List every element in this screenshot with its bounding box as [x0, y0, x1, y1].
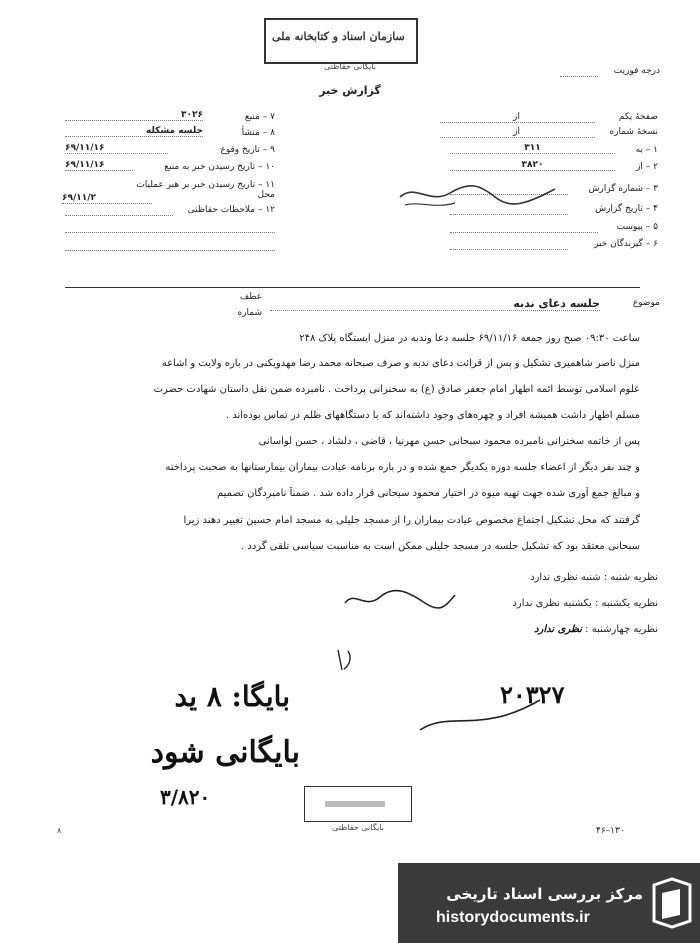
top-archive-stamp — [264, 18, 418, 64]
security-grade-line — [560, 76, 598, 77]
field-copy-line — [440, 137, 595, 138]
subject-value: جلسه دعای ندبه — [513, 297, 600, 310]
field-source-value: ۳۰۲۶ — [65, 110, 203, 121]
field-received-ops-label: ۱۱ – تاریخ رسیدن خبر بر هبر عملیات محل — [136, 180, 275, 200]
field-recipients-line — [450, 249, 568, 250]
handwritten-archive-value: ۸ ید — [174, 680, 222, 713]
initial-mark — [330, 645, 360, 675]
left-page-mark: ۸ — [57, 826, 62, 835]
footer-url: historydocuments.ir — [436, 909, 590, 926]
field-occurrence-date-value: ۶۹/۱۱/۱۶ — [65, 143, 168, 154]
opinion-2-label: نظریه یکشنبه — [601, 598, 658, 609]
opinion-2-value: یکشنبه نظری ندارد — [512, 598, 592, 609]
opinion-3: نظریه چهارشنبه : نظری ندارد — [534, 624, 658, 635]
field-page-line — [440, 122, 595, 123]
subject-label: موضوع — [632, 298, 660, 308]
field-blank-line-2 — [65, 250, 275, 251]
field-from-label: ۲ – از — [636, 162, 658, 172]
field-occurrence-date-label: ۹ – تاریخ وقوع — [220, 145, 275, 155]
field-page-of: از — [513, 112, 520, 122]
handwritten-archive-number — [110, 680, 290, 713]
top-stamp-text: سازمان اسناد و کتابخانه ملی — [272, 30, 405, 43]
field-to-value: ۳۱۱ — [450, 143, 615, 154]
field-security-notes-label: ۱۲ – ملاحظات حفاظتی — [187, 205, 275, 215]
field-received-source-label: ۱۰ – تاریخ رسیدن خبر به منبع — [164, 162, 275, 172]
footer-watermark-bar — [398, 863, 700, 943]
opinion-3-label: نظریه چهارشنبه — [591, 624, 658, 635]
opinion-2: نظریه یکشنبه : یکشنبه نظری ندارد — [512, 598, 658, 609]
page-code: ۴۶–۱۳۰ — [596, 826, 625, 836]
body-line-8: گرفتند که محل تشکیل اجتماع مخصوص عیادت بیماران را از مسجد جلیلی به مسجد امام حسین تغییر دهند زیرا — [183, 515, 640, 526]
body-line-2: منزل ناصر شاهمیری تشکیل و پس از قرائت دعای ندبه و صرف صبحانه محمد رضا مهدویکنی در باره ولایت و اشاعه — [161, 358, 640, 369]
subject-top-rule — [65, 287, 640, 288]
field-to-label: ۱ – به — [635, 145, 658, 155]
field-received-ops-value: ۶۹/۱۱/۲ — [62, 193, 152, 204]
footer-logo-icon — [650, 877, 694, 929]
field-attachment-line — [450, 232, 598, 233]
body-line-1: ساعت ۰۹:۳۰ صبح روز جمعه ۶۹/۱۱/۱۶ جلسه دعا وندبه در منزل ایستگاه پلاک ۲۴۸ — [299, 333, 640, 344]
field-security-notes-line — [65, 215, 173, 216]
subject-number-label: شماره — [237, 308, 262, 318]
field-recipients-label: ۶ – گیرندگان خبر — [593, 239, 658, 249]
security-grade-label: درجه فوریت — [613, 66, 660, 76]
handwritten-scribble — [395, 175, 565, 215]
bottom-stamp-inner — [325, 801, 385, 807]
body-line-6: و چند نفر دیگر از اعضاء جلسه دوره یکدیگر جمع شده و در باره برنامه عیادت بیماران بیمارستانها به صحبت پرداخته — [165, 462, 640, 473]
handwritten-archive-label: بایگا: — [231, 680, 290, 713]
field-source-label: ۷ – منبع — [244, 112, 275, 122]
subject-ref-label: عطف — [239, 292, 262, 302]
handwritten-archive-instruction: بایگانی شود — [150, 735, 300, 770]
field-origin-value: جلسه مشکله — [65, 126, 203, 137]
field-blank-line-1 — [65, 232, 275, 233]
body-line-3: علوم اسلامی توسط ائمه اطهار امام جعفر صادق (ع) به سخنرانی پرداخت . نامبرده ضمن نقل داستان شهادت حضرت — [153, 384, 640, 395]
field-report-number-label: ۳ – شماره گزارش — [588, 184, 658, 194]
opinion-1-value: شنبه نظری ندارد — [530, 572, 601, 583]
handwritten-archive-code: ۳/۸۲۰ — [160, 785, 211, 809]
field-copy-of: از — [513, 127, 520, 137]
body-line-4: مسلم اظهار داشت همیشه افراد و چهره‌های وجود داشته‌اند که با دستگاههای ظلم در تماس بوده‌اند . — [225, 410, 640, 421]
opinion-1: نظریه شنبه : شنبه نظری ندارد — [530, 572, 658, 583]
subject-line — [270, 310, 600, 311]
signature-scribble-1 — [340, 585, 460, 615]
body-line-7: و مبالغ جمع آوری شده جهت تهیه میوه در اختیار محمود سبحانی قرار داده شد . ضمناً نامبردگان تصمیم — [216, 488, 640, 499]
footer-org: مرکز بررسی اسناد تاریخی — [446, 885, 643, 903]
field-attachment-label: ۵ – پیوست — [616, 222, 658, 232]
handwritten-underline — [410, 690, 550, 740]
body-line-5: پس از خاتمه سخنرانی نامبرده محمود سبحانی حسن مهرنیا ، قاضی ، دلشاد ، حسن لواسانی — [258, 436, 640, 447]
field-received-source-value: ۶۹/۱۱/۱۶ — [65, 160, 133, 171]
top-stamp-caption: بایگانی حفاظتی — [323, 62, 377, 71]
body-line-9: سبحانی معتقد بود که تشکیل جلسه در مسجد جلیلی ممکن است به مناسبت سیاسی تلقی گردد . — [241, 541, 640, 552]
opinion-3-value: نظری ندارد — [534, 624, 582, 635]
bottom-stamp-caption: بایگانی حفاظتی — [331, 823, 385, 832]
field-page-label: صفحهٔ یکم — [618, 112, 658, 122]
handwritten-right-number: ۲۰۳۲۷ — [500, 680, 565, 709]
field-report-date-label: ۴ – تاریخ گزارش — [595, 204, 658, 214]
field-from-value: ۳۸۲۰ — [450, 160, 615, 171]
field-copy-label: نسخهٔ شماره — [609, 127, 658, 137]
opinion-1-label: نظریه شنبه — [610, 572, 658, 583]
field-origin-label: ۸ – منشأ — [241, 128, 275, 138]
report-title: گزارش خبر — [319, 84, 381, 97]
bottom-archive-stamp — [304, 786, 412, 822]
